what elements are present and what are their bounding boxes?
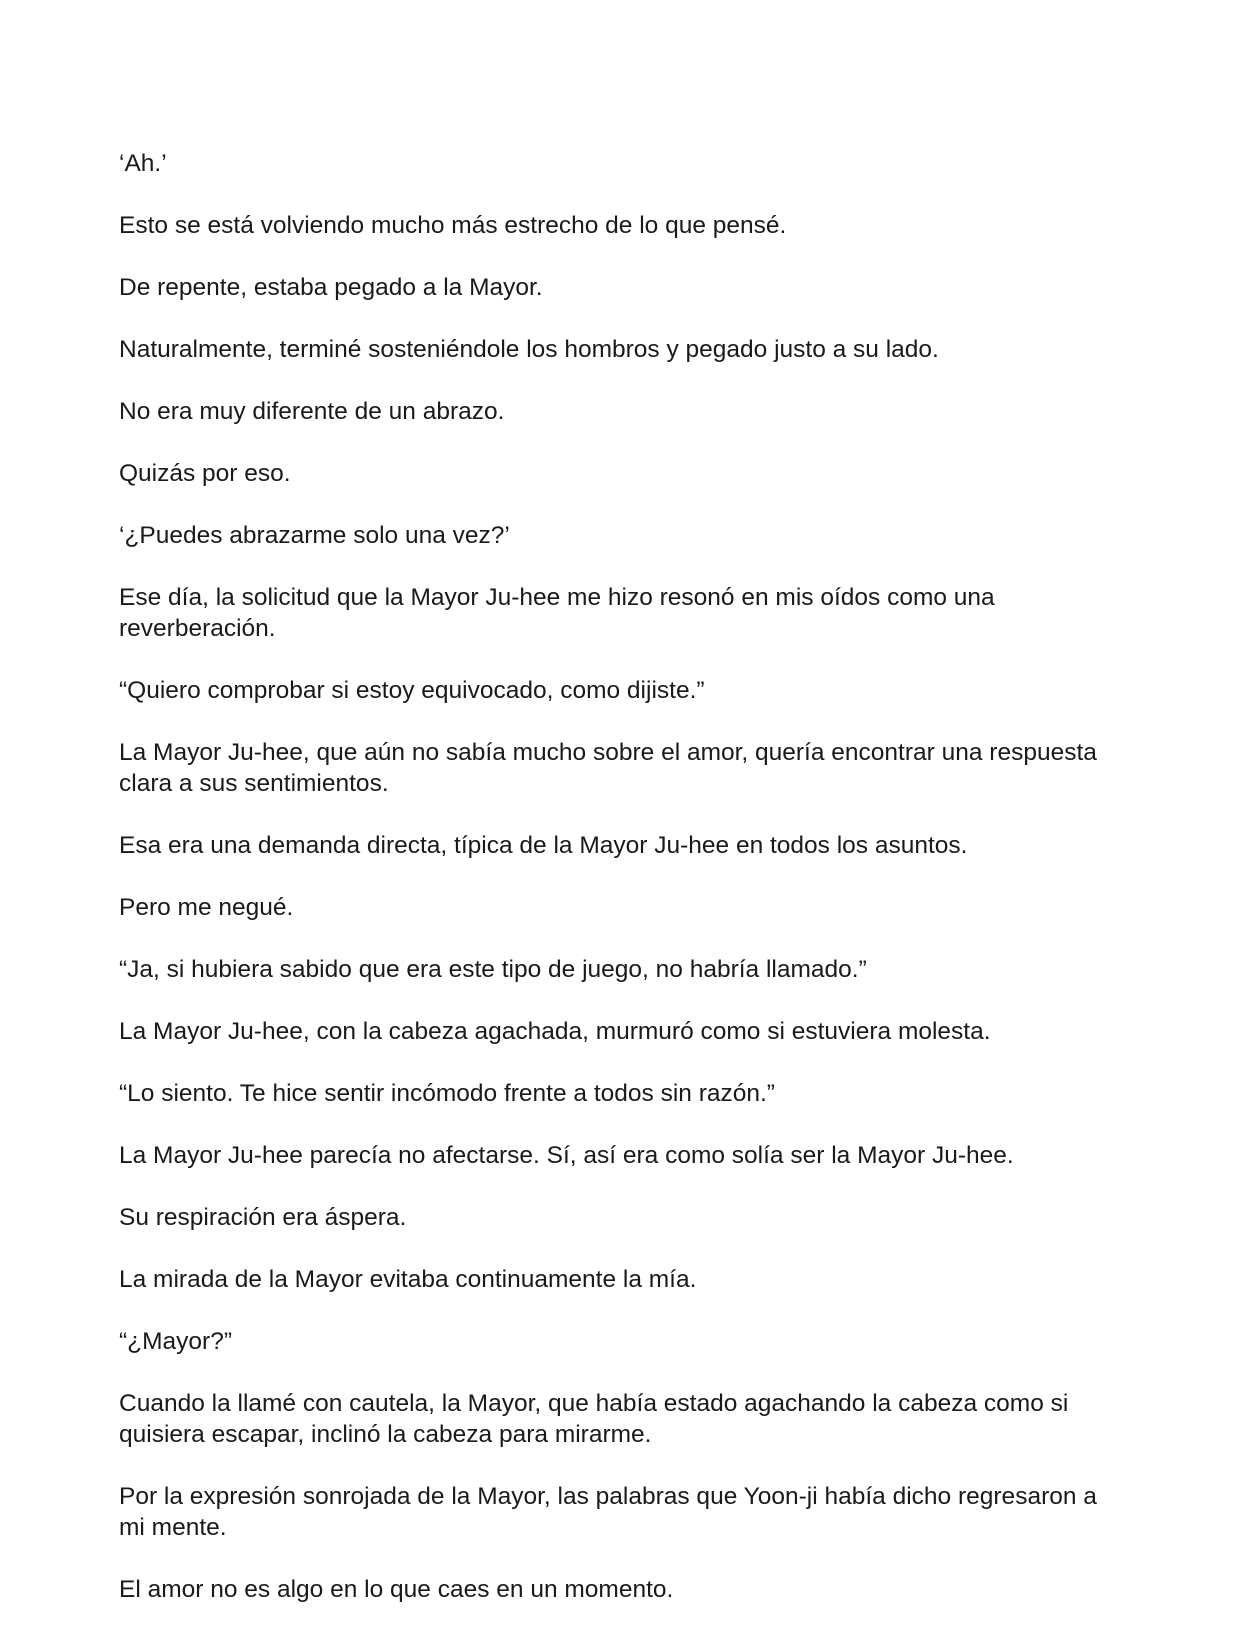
paragraph: Su respiración era áspera.	[119, 1204, 407, 1231]
paragraph: La Mayor Ju-hee, con la cabeza agachada, murmuró como si estuviera molesta.	[119, 1018, 991, 1045]
paragraph: Pero me negué.	[119, 894, 294, 921]
paragraph: La Mayor Ju-hee, que aún no sabía mucho sobre el amor, quería encontrar una respuesta clara a sus sentimientos.	[119, 739, 1097, 797]
paragraph: Naturalmente, terminé sosteniéndole los hombros y pegado justo a su lado.	[119, 336, 939, 363]
paragraph: La mirada de la Mayor evitaba continuamente la mía.	[119, 1266, 697, 1293]
paragraph: Ese día, la solicitud que la Mayor Ju-hee me hizo resonó en mis oídos como una reverberación.	[119, 584, 995, 642]
document-body	[119, 148, 1119, 1636]
paragraph: La Mayor Ju-hee parecía no afectarse. Sí, así era como solía ser la Mayor Ju-hee.	[119, 1142, 1014, 1169]
paragraph: ‘¿Puedes abrazarme solo una vez?’	[119, 522, 510, 549]
paragraph: No era muy diferente de un abrazo.	[119, 398, 505, 425]
paragraph: Esa era una demanda directa, típica de la Mayor Ju-hee en todos los asuntos.	[119, 832, 968, 859]
paragraph: Quizás por eso.	[119, 460, 291, 487]
paragraph: ‘Ah.’	[119, 150, 167, 177]
paragraph: “Lo siento. Te hice sentir incómodo frente a todos sin razón.”	[119, 1080, 775, 1107]
paragraph: “Quiero comprobar si estoy equivocado, como dijiste.”	[119, 677, 705, 704]
paragraph: Esto se está volviendo mucho más estrecho de lo que pensé.	[119, 212, 787, 239]
paragraph: De repente, estaba pegado a la Mayor.	[119, 274, 543, 301]
paragraph: Cuando la llamé con cautela, la Mayor, que había estado agachando la cabeza como si quisiera escapar, inclinó la cabeza para mirarme.	[119, 1390, 1069, 1448]
paragraph: “¿Mayor?”	[119, 1328, 232, 1355]
paragraph: “Ja, si hubiera sabido que era este tipo de juego, no habría llamado.”	[119, 956, 867, 983]
paragraph: Por la expresión sonrojada de la Mayor, las palabras que Yoon-ji había dicho regresaron a mi mente.	[119, 1483, 1097, 1541]
paragraph: El amor no es algo en lo que caes en un momento.	[119, 1576, 674, 1603]
